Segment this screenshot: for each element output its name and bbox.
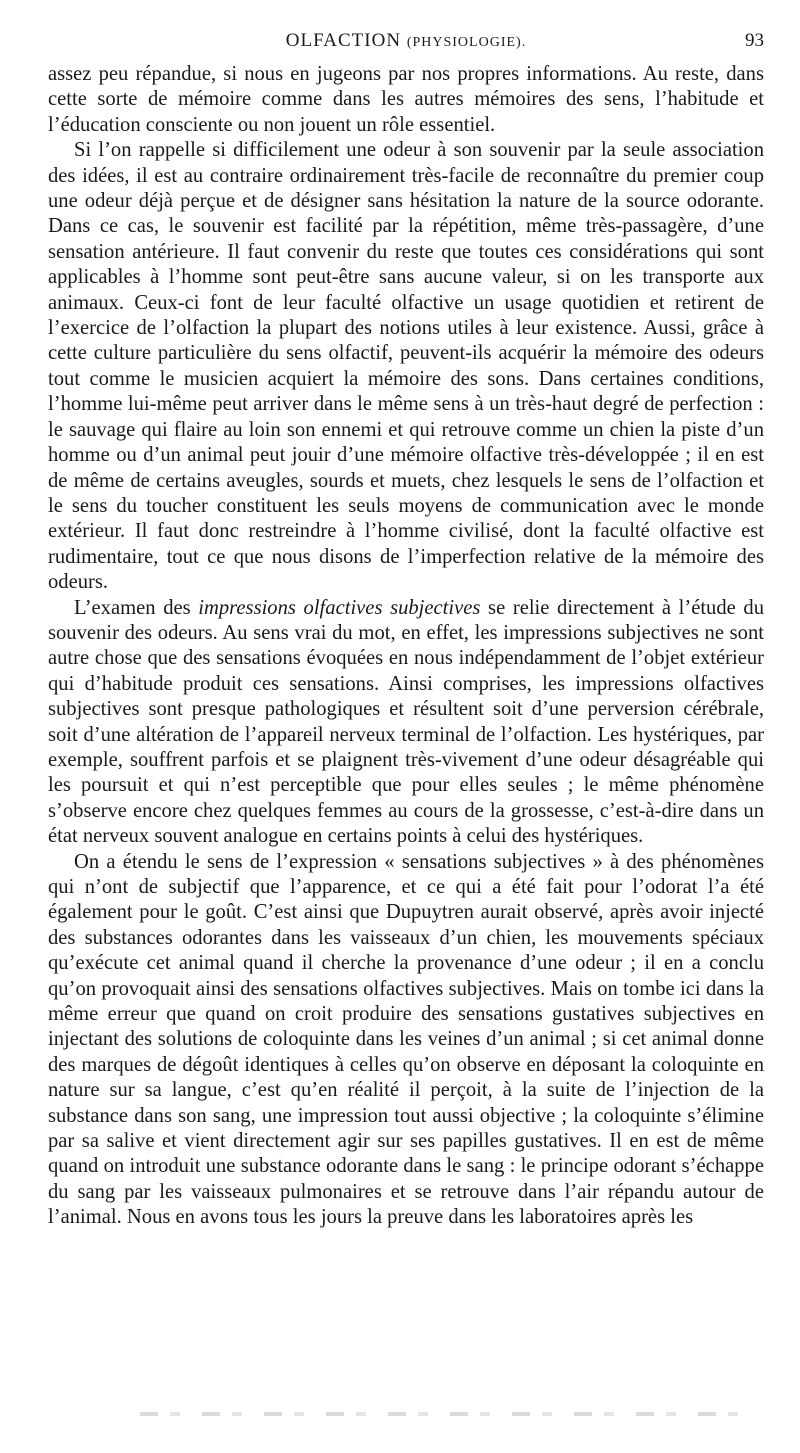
page-number: 93 — [745, 30, 764, 51]
running-head — [48, 22, 764, 62]
bleed-through-line — [140, 1412, 740, 1416]
paragraph-lead: L’examen des — [74, 596, 199, 619]
running-title-sub: (PHYSIOLOGIE). — [406, 35, 527, 50]
paragraph-subjective-impressions — [48, 596, 764, 850]
emphasis-term: impressions olfactives subjectives — [198, 596, 481, 619]
paragraph-rest: se relie directement à l’étude du souvenir des odeurs. Au sens vrai du mot, en effet, les impressions subjectives ne sont autre chose que des sensations évoquées en nous indépendamment de l’objet extérieur qui d’habitude produit ces sensations. Ainsi comprises, les impressions olfactives subjectives sont presque pathologiques et résultent soit d’une perversion cérébrale, soit d’une altération de l’appareil nerveux terminal de l’olfaction. Les hystériques, par exemple, souffrent parfois et se plaignent très-vivement d’une odeur désagréable qui les poursuit et qui n’est perceptible que pour elles seules ; le même phénomène s’observe encore chez quelques femmes au cours de la grossesse, c’est-à-dire dans un état nerveux souvent analogue en certains points à celui des hystériques. — [48, 596, 765, 848]
running-title-main: OLFACTION — [285, 30, 402, 51]
running-title — [48, 30, 764, 52]
paragraph-dupuytren-experiment: On a étendu le sens de l’expression « sensations subjectives » à des phénomènes qui n’ont de subjectif que l’apparence, et ce qui a été fait pour l’odorat l’a été également pour le goût. C’est ainsi que Dupuytren aurait observé, après avoir injecté des substances odorantes dans les vaisseaux d’un chien, les mouvements spéciaux qu’exécute cet animal quand il cherche la provenance d’une odeur ; il en a conclu qu’on provoquait ainsi des sensations olfactives subjectives. Mais on tombe ici dans la même erreur que quand on croit produire des sensations gustatives subjectives en injectant des solutions de coloquinte dans les veines d’un animal ; si cet animal donne des marques de dégoût identiques à celles qu’on observe en déposant la coloquinte en nature sur sa langue, c’est qu’en réalité il perçoit, à la suite de l’injection de la substance dans son sang, une impression tout aussi objective ; la coloquinte s’élimine par sa salive et vient directement agir sur ses papilles gustatives. Il en est de même quand on introduit une substance odorante dans le sang : le principe odorant s’échappe du sang par les vaisseaux pulmonaires et se retrouve dans l’air répandu autour de l’animal. Nous en avons tous les jours la preuve dans les laboratoires après les — [48, 850, 764, 1229]
body-text — [48, 62, 764, 1231]
book-page — [48, 22, 764, 1231]
paragraph-continuation: assez peu répandue, si nous en jugeons par nos propres informations. Au reste, dans cette sorte de mémoire comme dans les autres mémoires des sens, l’habitude et l’éducation consciente ou non jouent un rôle essentiel. — [48, 63, 764, 136]
paragraph-odour-recognition: Si l’on rappelle si difficilement une odeur à son souvenir par la seule association des idées, il est au contraire ordinairement très-facile de reconnaître du premier coup une odeur déjà perçue et de désigner sans hésitation la nature de la source odorante. Dans ce cas, le souvenir est facilité par la répétition, même très-passagère, d’une sensation antérieure. Il faut convenir du reste que toutes ces considérations qui sont applicables à l’homme sont peut-être sans aucune valeur, si on les transporte aux animaux. Ceux-ci font de leur faculté olfactive un usage quotidien et retirent de l’exercice de l’olfaction la plupart des notions utiles à leur existence. Aussi, grâce à cette culture particulière du sens olfactif, peuvent-ils acquérir la mémoire des odeurs tout comme le musicien acquiert la mémoire des sons. Dans certaines conditions, l’homme lui-même peut arriver dans le même sens à un très-haut degré de perfection : le sauvage qui flaire au loin son ennemi et qui retrouve comme un chien la piste d’un homme ou d’un animal peut jouir d’une mémoire olfactive très-développée ; il en est de même de certains aveugles, sourds et muets, chez lesquels le sens de l’olfaction et le sens du toucher constituent les seuls moyens de communication avec le monde extérieur. Il faut donc restreindre à l’homme civilisé, dont la faculté olfactive est rudimentaire, tout ce que nous disons de l’imperfection relative de la mémoire des odeurs. — [48, 139, 764, 594]
